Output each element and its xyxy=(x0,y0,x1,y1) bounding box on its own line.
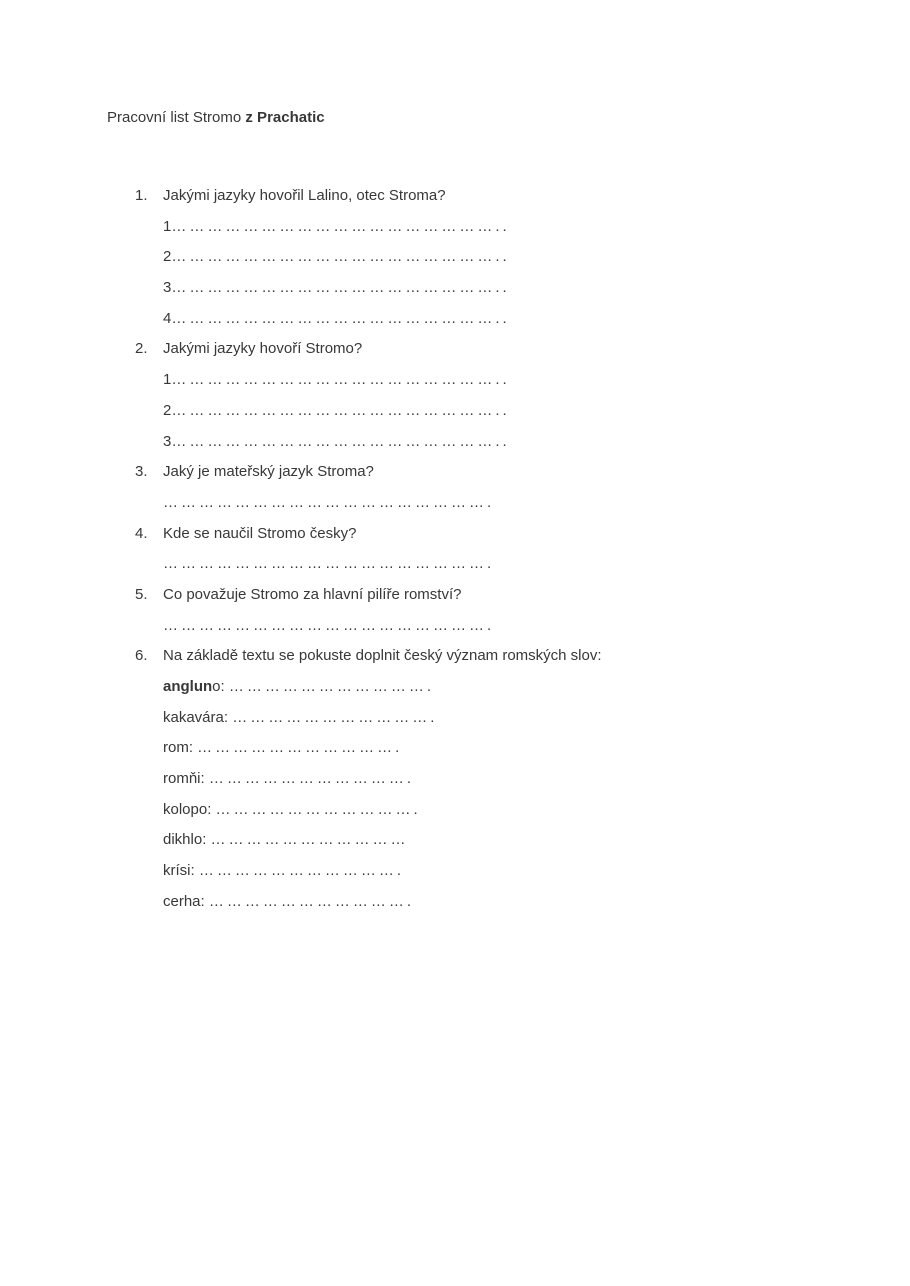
question-row xyxy=(135,334,602,365)
vocab-dotted-line: ……………………………. xyxy=(232,708,438,726)
answer-line-row xyxy=(163,242,602,273)
answer-dotted-line: ……………………………………………….. xyxy=(171,401,510,419)
vocab-row xyxy=(163,764,602,795)
vocab-row xyxy=(163,703,602,734)
vocab-dotted-line: ……………………………. xyxy=(197,739,403,757)
vocab-dotted-line: ……………………………. xyxy=(215,800,421,818)
answer-line-prefix: 2 xyxy=(163,401,172,419)
vocab-word: kolopo: xyxy=(163,800,216,818)
answer-line-row xyxy=(163,396,602,427)
question-row xyxy=(135,641,602,672)
answer-dotted-line: ……………………………………………….. xyxy=(171,432,510,450)
answer-dotted-line: ………………………………………………. xyxy=(163,493,495,511)
answer-line-row xyxy=(163,304,602,335)
vocab-row xyxy=(163,795,602,826)
answer-line-prefix: 3 xyxy=(163,432,172,450)
vocab-word: cerha: xyxy=(163,892,209,910)
answer-line-prefix: 1 xyxy=(163,217,172,235)
question-text: Jakými jazyky hovoří Stromo? xyxy=(163,340,363,358)
vocab-dotted-line: ……………………………. xyxy=(198,862,405,880)
question-text: Jakými jazyky hovořil Lalino, otec Stroma? xyxy=(163,187,446,204)
answer-line-prefix: 3 xyxy=(163,279,172,297)
question-row xyxy=(135,457,602,488)
worksheet-body xyxy=(135,181,602,918)
question-row xyxy=(135,181,602,212)
answer-line-prefix: 4 xyxy=(163,309,172,327)
vocab-dotted-line: ……………………………. xyxy=(208,892,415,910)
answer-line-row xyxy=(163,365,602,396)
question-row xyxy=(135,519,602,550)
answer-line-row xyxy=(163,611,602,642)
vocab-row xyxy=(163,733,602,764)
answer-line-row xyxy=(163,273,602,304)
question-number: 5. xyxy=(135,585,148,603)
vocab-word: dikhlo: xyxy=(163,831,211,849)
page-title-regular: Pracovní list Stromo xyxy=(107,109,246,126)
answer-dotted-line: ……………………………………………….. xyxy=(171,309,510,327)
question-row xyxy=(135,580,602,611)
page-title-bold: z Prachatic xyxy=(245,109,325,126)
vocab-word: o: xyxy=(212,678,229,695)
question-number: 3. xyxy=(135,463,148,481)
answer-line-row xyxy=(163,427,602,458)
question-number: 4. xyxy=(135,524,148,542)
answer-line-row xyxy=(163,488,602,519)
vocab-word-bold: anglun xyxy=(163,678,213,695)
answer-line-row xyxy=(163,212,602,243)
page-title xyxy=(107,109,325,126)
vocab-dotted-line: ……………………………. xyxy=(228,678,435,695)
vocab-word: krísi: xyxy=(163,862,199,880)
answer-dotted-line: ………………………………………………. xyxy=(163,555,495,573)
answer-line-row xyxy=(163,549,602,580)
vocab-row xyxy=(163,856,602,887)
vocab-row xyxy=(163,825,602,856)
vocab-dotted-line: …………………………… xyxy=(210,831,409,849)
question-number: 6. xyxy=(135,647,148,665)
question-number: 1. xyxy=(135,187,148,204)
answer-dotted-line: ……………………………………………….. xyxy=(171,371,510,389)
vocab-word: rom: xyxy=(163,739,198,757)
answer-dotted-line: ……………………………………………….. xyxy=(171,217,510,235)
question-number: 2. xyxy=(135,340,148,358)
question-text: Na základě textu se pokuste doplnit český význam romských slov: xyxy=(163,647,602,665)
vocab-dotted-line: ……………………………. xyxy=(208,770,415,788)
question-text: Co považuje Stromo za hlavní pilíře romství? xyxy=(163,585,462,603)
vocab-row xyxy=(163,672,602,703)
answer-line-prefix: 2 xyxy=(163,248,172,266)
answer-line-prefix: 1 xyxy=(163,371,172,389)
answer-dotted-line: ………………………………………………. xyxy=(163,616,495,634)
answer-dotted-line: ……………………………………………….. xyxy=(171,279,510,297)
vocab-row xyxy=(163,887,602,918)
question-text: Jaký je mateřský jazyk Stroma? xyxy=(163,463,374,481)
vocab-word: kakavára: xyxy=(163,708,233,726)
vocab-word: romňi: xyxy=(163,770,209,788)
answer-dotted-line: ……………………………………………….. xyxy=(171,248,510,266)
question-text: Kde se naučil Stromo česky? xyxy=(163,524,357,542)
